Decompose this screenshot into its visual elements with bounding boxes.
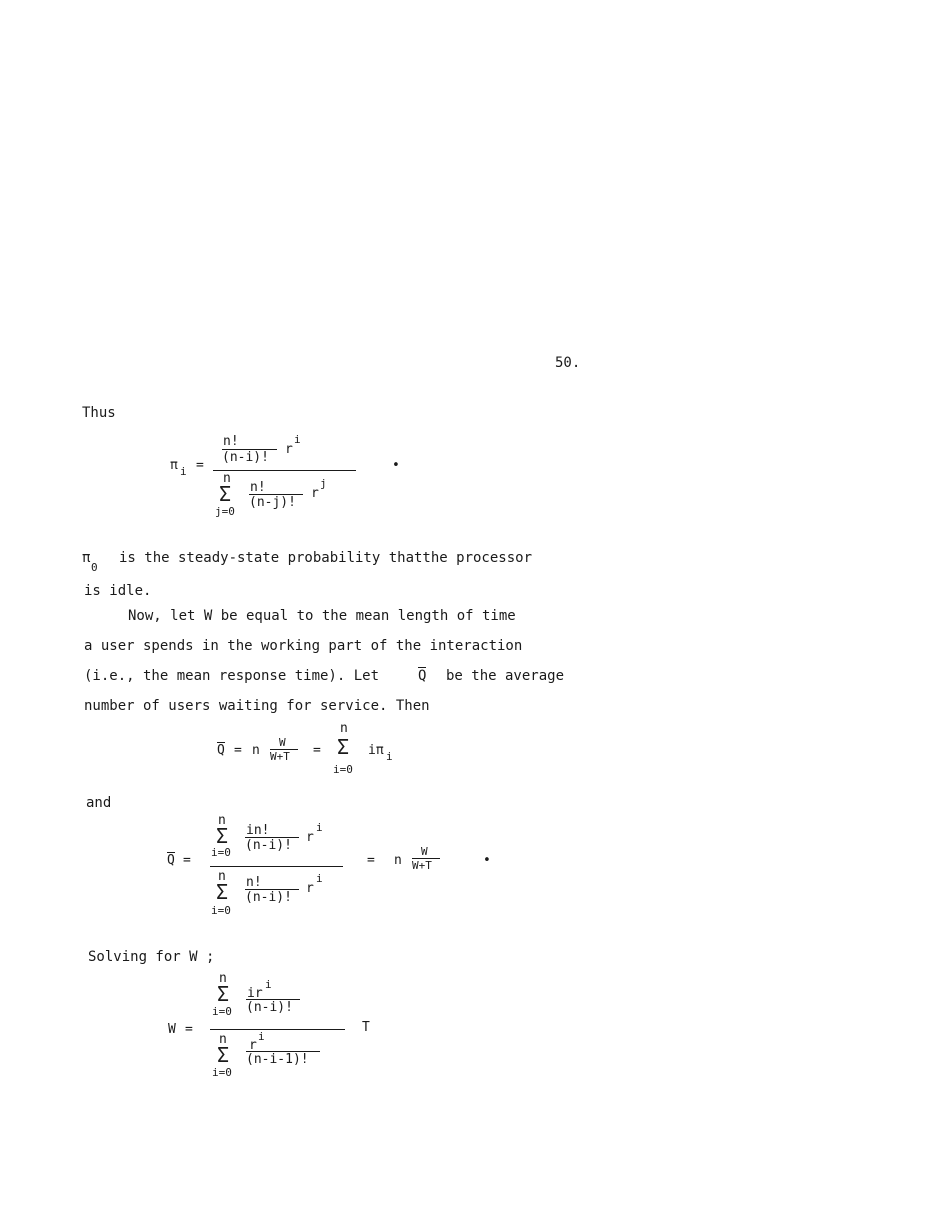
frac-w-den-2: W+T (412, 859, 432, 872)
r4-exponent: i (316, 872, 323, 885)
inner3-num: in! (246, 823, 270, 838)
text-now-line3b: be the average (446, 668, 565, 684)
w-symbol: W (168, 1022, 176, 1037)
pi-symbol: π (170, 458, 178, 473)
period-dot-2: • (483, 853, 491, 868)
n-coefficient-2: n (394, 853, 402, 868)
r-base-denominator: r (311, 486, 319, 501)
inner5-num-exp: i (265, 978, 272, 991)
text-thus: Thus (82, 405, 116, 421)
sum5-lower: i=0 (212, 1005, 232, 1018)
text-now-line4: number of users waiting for service. Then (84, 698, 430, 714)
sum2-lower: i=0 (333, 763, 353, 776)
inner6-den: (n-i-1)! (246, 1052, 309, 1067)
inner-numerator-nfact: n! (250, 480, 266, 495)
sum3-lower: i=0 (211, 846, 231, 859)
n-coefficient: n (252, 743, 260, 758)
text-pi0-line2: is idle. (84, 583, 152, 599)
page-number: 50. (555, 355, 581, 371)
pi-subscript: i (180, 465, 187, 478)
main-fraction-bar-3 (210, 866, 343, 867)
numerator-nfact: n! (223, 434, 239, 449)
text-solving: Solving for W ; (88, 949, 215, 965)
equals-sign-2: = (234, 743, 242, 758)
inner6-num-r: r (249, 1038, 257, 1053)
equals-sign-6: = (185, 1022, 193, 1037)
i-pi: iπ (368, 743, 384, 758)
frac-w-num: W (279, 736, 286, 749)
t-symbol: T (362, 1020, 370, 1035)
main-fraction-bar (213, 470, 356, 471)
sigma-icon-3: Σ (216, 824, 229, 848)
sum4-lower: i=0 (211, 904, 231, 917)
frac-w-den: W+T (270, 750, 290, 763)
inner6-num-exp: i (258, 1030, 265, 1043)
sigma-icon: Σ (219, 482, 232, 506)
sum-upper: n (223, 471, 231, 486)
sigma-icon-4: Σ (216, 880, 229, 904)
inner-denominator-n-minus-j: (n-j)! (249, 495, 296, 510)
sum6-lower: i=0 (212, 1066, 232, 1079)
sum5-upper: n (219, 971, 227, 986)
sum6-upper: n (219, 1032, 227, 1047)
sigma-icon-6: Σ (217, 1043, 230, 1067)
denominator-n-minus-i: (n-i)! (222, 450, 269, 465)
sum3-upper: n (218, 813, 226, 828)
period-dot: • (392, 458, 400, 473)
i-pi-subscript: i (386, 750, 393, 763)
q-bar-inline: Q (418, 668, 427, 684)
inner4-num: n! (246, 875, 262, 890)
pi0-subscript: 0 (91, 561, 98, 574)
r4-base: r (306, 881, 314, 896)
sum-lower: j=0 (215, 505, 235, 518)
r-base: r (285, 442, 293, 457)
equals-sign: = (196, 458, 204, 473)
main-fraction-bar-4 (210, 1029, 345, 1030)
inner5-num-ir: ir (247, 986, 263, 1001)
text-now-line1: Now, let W be equal to the mean length of time (128, 608, 516, 624)
r-exponent-j: j (320, 477, 327, 490)
text-pi0-line1: is the steady-state probability thatthe processor (119, 550, 533, 566)
inner3-den: (n-i)! (245, 838, 292, 853)
text-and: and (86, 795, 112, 811)
inner4-den: (n-i)! (245, 890, 292, 905)
sum2-upper: n (340, 721, 348, 736)
q-bar-symbol-2: Q (167, 853, 175, 868)
q-bar-symbol: Q (217, 743, 225, 758)
equals-sign-3: = (313, 743, 321, 758)
r3-exponent: i (316, 821, 323, 834)
pi0-symbol: π (82, 550, 91, 566)
equals-sign-5: = (367, 853, 375, 868)
sigma-icon-2: Σ (337, 735, 350, 759)
r3-base: r (306, 830, 314, 845)
text-now-line3a: (i.e., the mean response time). Let (84, 668, 380, 684)
r-exponent: i (294, 433, 301, 446)
inner5-den: (n-i)! (246, 1000, 293, 1015)
frac-w-num-2: W (421, 845, 428, 858)
sum4-upper: n (218, 869, 226, 884)
text-now-line2: a user spends in the working part of the interaction (84, 638, 523, 654)
equals-sign-4: = (183, 853, 191, 868)
sigma-icon-5: Σ (217, 982, 230, 1006)
